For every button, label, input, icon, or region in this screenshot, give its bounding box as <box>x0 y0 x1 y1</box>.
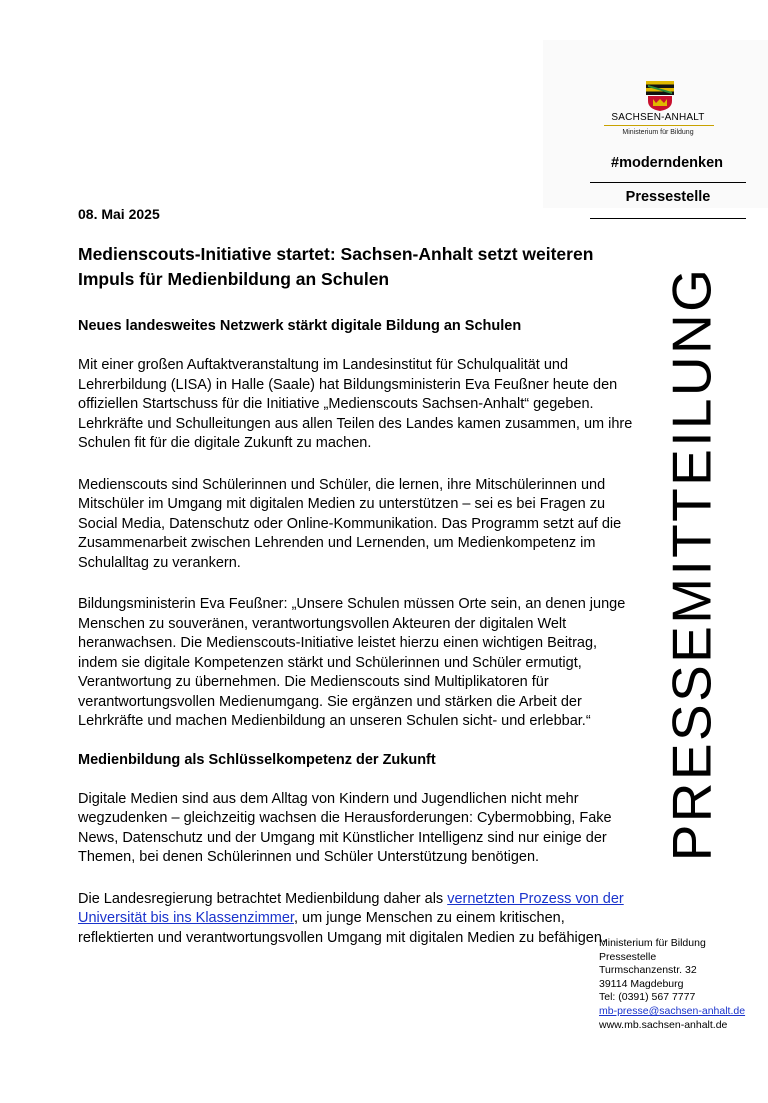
subheadline: Neues landesweites Netzwerk stärkt digitale Bildung an Schulen <box>78 318 522 334</box>
paragraph-text-start: Die Landesregierung betrachtet Medienbildung daher als <box>78 890 448 907</box>
paragraph-text-end: , um junge Menschen zu einem kritischen, reflektierten und verantwortungsvollen Umgang mit digitalen Medien zu befähigen. <box>78 910 606 946</box>
section-heading: Medienbildung als Schlüsselkompetenz der Zukunft <box>78 751 436 768</box>
hashtag-slogan: #moderndenken <box>611 155 723 171</box>
contact-city: 39114 Magdeburg <box>599 977 684 990</box>
article-body <box>78 206 634 948</box>
logo-divider <box>604 125 714 126</box>
contact-email-link[interactable]: mb-presse@sachsen-anhalt.de <box>599 1004 746 1017</box>
contact-phone: Tel: (0391) 567 7777 <box>599 991 696 1004</box>
headline: Medienscouts-Initiative startet: Sachsen-Anhalt setzt weiteren Impuls für Medienbildung an Schulen <box>78 244 594 289</box>
contact-street: Turmschanzenstr. 32 <box>599 964 697 977</box>
divider-top <box>590 182 746 183</box>
contact-department: Pressestelle <box>599 950 657 963</box>
paragraph-quote: Bildungsministerin Eva Feußner: „Unsere Schulen müssen Orte sein, an denen junge Menschen zu souveränen, verantwortungsvollen Akteuren der digitalen Welt heranwachsen. Die Medienscouts-Initiative leistet hierzu einen wichtigen Beitrag, indem sie digitale Kompetenzen stärkt und Schülerinnen und Schüler ermutigt, Verantwortung zu übernehmen. Die Medienscouts sind Multiplikatoren für verantwortungsvollen Medienumgang. Sie ergänzen und stärken die Arbeit der Lehrkräfte und machen Medienbildung an unseren Schulen sicht- und erlebbar.“ <box>78 596 626 729</box>
process-link[interactable]: vernetzten Prozess von der Universität bis ins Klassenzimmer <box>78 890 624 926</box>
contact-block <box>599 937 745 1032</box>
contact-ministry: Ministerium für Bildung <box>599 937 706 949</box>
coat-of-arms-icon <box>646 81 674 111</box>
paragraph-challenges: Digitale Medien sind aus dem Alltag von Kindern und Jugendlichen nicht mehr wegzudenken – gleichzeitig wachsen die Herausforderungen: Cybermobbing, Fake News, Datenschutz und der Umgang mit Künstlicher Intelligenz sind nur einige der Themen, bei denen Schülerinnen und Schüler Unterstützung benötigen. <box>78 790 612 865</box>
paragraph-intro: Mit einer großen Auftaktveranstaltung im Landesinstitut für Schulqualität und Lehrerbildung (LISA) in Halle (Saale) hat Bildungsministerin Eva Feußner heute den offiziellen Startschuss für die Initiative „Medienscouts Sachsen-Anhalt“ gegeben. Lehrkräfte und Schulleitungen aus allen Teilen des Landes kamen zusammen, um ihre Schulen fit für die digitale Zukunft zu machen. <box>78 357 633 451</box>
vertical-title: PRESSEMITTEILUNG <box>660 266 723 862</box>
logo-subtitle: Ministerium für Bildung <box>622 129 694 136</box>
department-label: Pressestelle <box>625 189 711 205</box>
paragraph-government <box>78 890 634 949</box>
logo-wordmark: SACHSEN-ANHALT <box>611 112 705 123</box>
press-date: 08. Mai 2025 <box>78 206 160 222</box>
paragraph-medienscouts: Medienscouts sind Schülerinnen und Schüler, die lernen, ihre Mitschülerinnen und Mitschüler im Umgang mit digitalen Medien zu unterstützen – sei es bei Fragen zu Social Media, Datenschutz oder Online-Kommunikation. Das Programm setzt auf die Zusammenarbeit zwischen Lehrenden und Lernenden, um Medienkompetenz im Schulalltag zu verankern. <box>78 476 622 571</box>
contact-website[interactable]: www.mb.sachsen-anhalt.de <box>599 1018 728 1031</box>
